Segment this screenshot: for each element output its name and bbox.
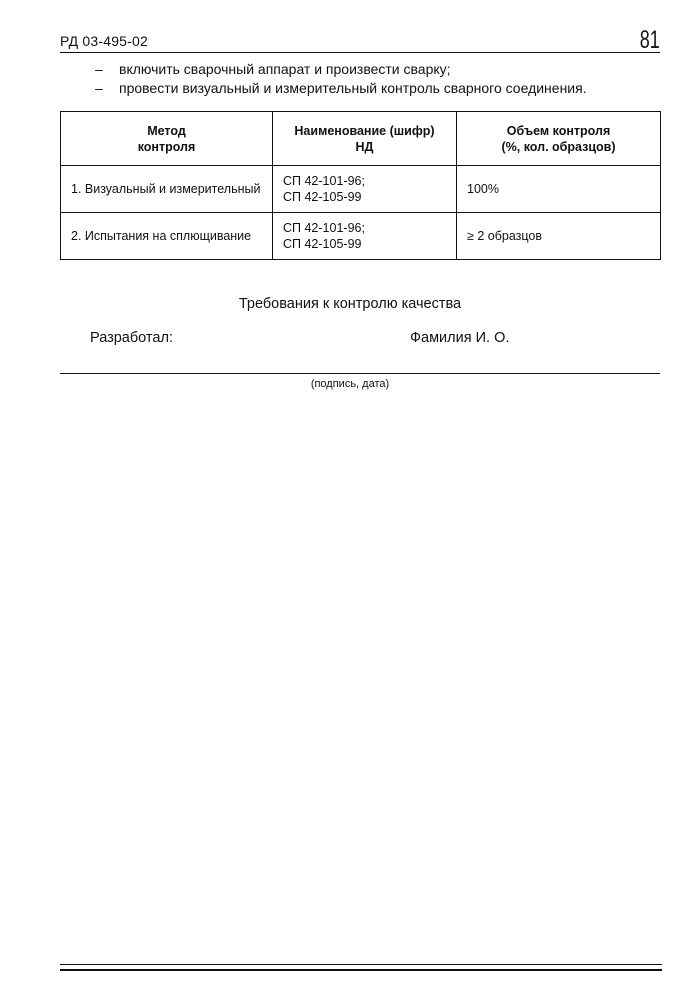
table-cell: СП 42-101-96; СП 42-105-99: [273, 213, 457, 260]
developer-name: Фамилия И. О.: [410, 330, 510, 346]
footer-rule: [60, 964, 662, 965]
page-number: 81: [639, 26, 660, 54]
bullet-dash: –: [95, 80, 103, 96]
control-methods-table: [60, 111, 661, 260]
table-cell: ≥ 2 образцов: [457, 213, 661, 260]
footer-rule: [60, 969, 662, 971]
doc-code: РД 03-495-02: [60, 33, 148, 49]
table-cell: 1. Визуальный и измерительный: [61, 166, 273, 213]
header-rule: [60, 52, 660, 53]
section-title: Требования к контролю качества: [238, 296, 462, 312]
column-header-standard: Наименование (шифр) НД: [273, 112, 457, 166]
developed-by-label: Разработал:: [90, 330, 173, 346]
column-header-method: Метод контроля: [61, 112, 273, 166]
table-cell: 2. Испытания на сплющивание: [61, 213, 273, 260]
column-header-volume: Объем контроля (%, кол. образцов): [457, 112, 661, 166]
signature-caption: (подпись, дата): [310, 378, 390, 390]
bullet-list: [95, 60, 587, 98]
table-header-row: [61, 112, 661, 166]
table-cell: СП 42-101-96; СП 42-105-99: [273, 166, 457, 213]
table-cell: 100%: [457, 166, 661, 213]
table-row: [61, 213, 661, 260]
bullet-dash: –: [95, 61, 103, 77]
bullet-text: провести визуальный и измерительный контроль сварного соединения.: [119, 80, 587, 96]
list-item: [95, 79, 587, 98]
bullet-text: включить сварочный аппарат и произвести сварку;: [119, 61, 451, 77]
signature-line: [60, 373, 660, 374]
list-item: [95, 60, 587, 79]
table-row: [61, 166, 661, 213]
